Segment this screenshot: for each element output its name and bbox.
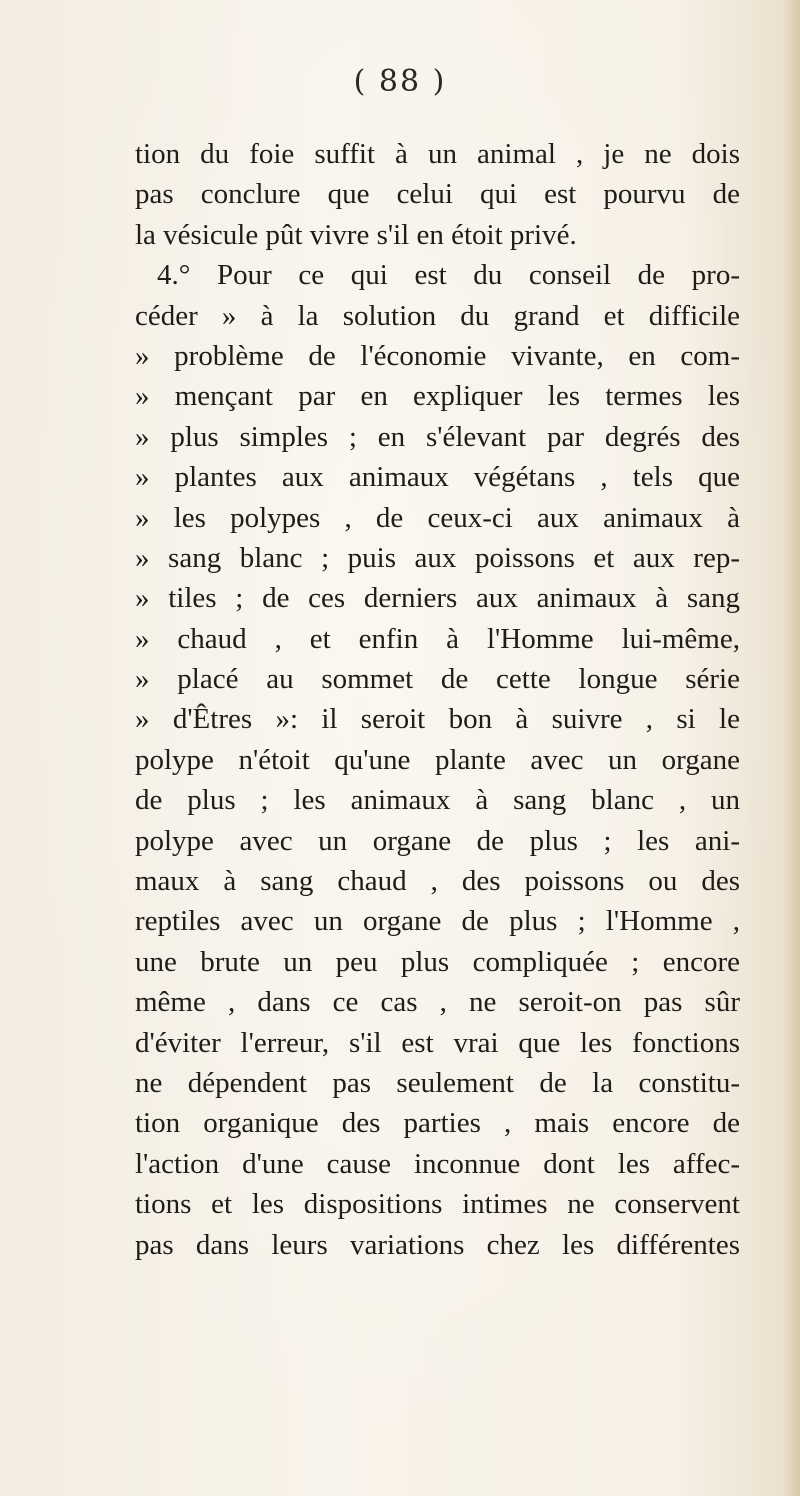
text-line: » placé au sommet de cette longue série xyxy=(135,663,740,696)
page-number: ( 88 ) xyxy=(353,64,447,99)
text-line: une brute un peu plus compliquée ; encore xyxy=(135,945,740,978)
text-line: » chaud , et enfin à l'Homme lui-même, xyxy=(135,622,740,655)
text-line: la vésicule pût vivre s'il en étoit privé. xyxy=(135,218,577,251)
text-line: 4.° Pour ce qui est du conseil de pro- xyxy=(157,259,740,292)
text-line: tion du foie suffit à un animal , je ne dois xyxy=(135,138,740,170)
text-line: céder » à la solution du grand et difficile xyxy=(135,299,740,332)
text-line: tion organique des parties , mais encore de xyxy=(135,1107,740,1140)
text-line: maux à sang chaud , des poissons ou des xyxy=(135,865,740,898)
page-edge-shadow xyxy=(782,0,800,1496)
text-line: » d'Êtres »: il seroit bon à suivre , si le xyxy=(135,703,740,736)
text-line: » plantes aux animaux végétans , tels que xyxy=(135,461,740,494)
text-line: » sang blanc ; puis aux poissons et aux rep- xyxy=(135,541,740,574)
text-line: » mençant par en expliquer les termes les xyxy=(135,380,740,413)
text-line: » les polypes , de ceux-ci aux animaux à xyxy=(135,501,740,534)
text-line: polype avec un organe de plus ; les ani- xyxy=(135,824,740,857)
text-line: tions et les dispositions intimes ne conservent xyxy=(135,1188,740,1221)
body-text xyxy=(135,134,740,1265)
text-line: d'éviter l'erreur, s'il est vrai que les fonctions xyxy=(135,1026,740,1059)
text-line: ne dépendent pas seulement de la constitu- xyxy=(135,1066,740,1099)
text-line: reptiles avec un organe de plus ; l'Homme , xyxy=(135,905,740,938)
text-line: » problème de l'économie vivante, en com- xyxy=(135,339,740,372)
text-line: » tiles ; de ces derniers aux animaux à sang xyxy=(135,582,740,615)
text-line: polype n'étoit qu'une plante avec un organe xyxy=(135,743,740,776)
text-line: de plus ; les animaux à sang blanc , un xyxy=(135,784,740,817)
text-line: l'action d'une cause inconnue dont les affec- xyxy=(135,1147,740,1180)
text-line: même , dans ce cas , ne seroit-on pas sûr xyxy=(135,986,740,1019)
text-line: pas dans leurs variations chez les différentes xyxy=(135,1228,740,1261)
text-line: pas conclure que celui qui est pourvu de xyxy=(135,178,740,211)
text-line: » plus simples ; en s'élevant par degrés des xyxy=(135,420,740,453)
